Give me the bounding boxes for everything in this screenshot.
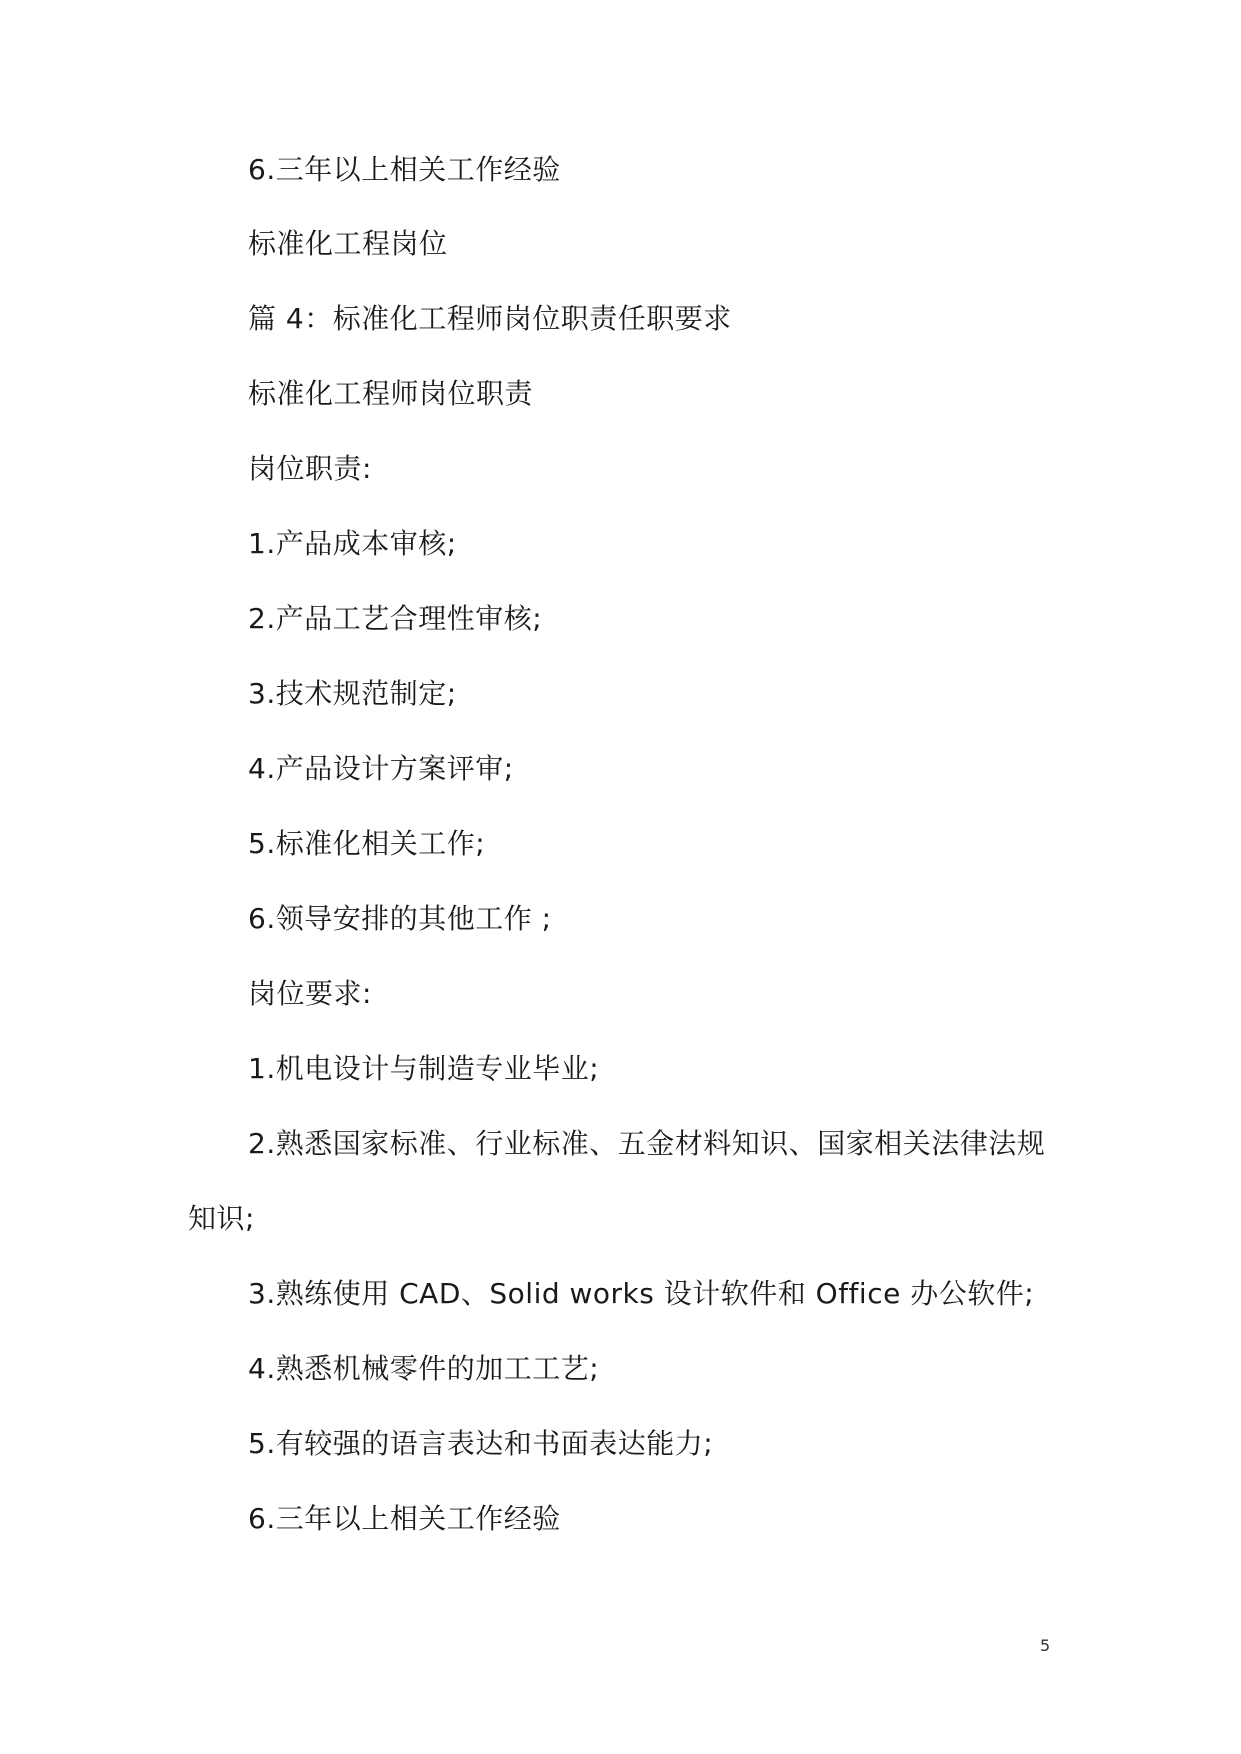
list-item: 2.产品工艺合理性审核; (248, 602, 543, 635)
list-item: 6.三年以上相关工作经验 (248, 1502, 561, 1535)
list-item: 2.熟悉国家标准、行业标准、五金材料知识、国家相关法律法规 (248, 1127, 1046, 1160)
list-item: 3.技术规范制定; (248, 677, 457, 710)
list-item: 5.标准化相关工作; (248, 827, 486, 860)
section-heading: 标准化工程师岗位职责 (248, 377, 534, 410)
list-item-continuation: 知识; (188, 1202, 255, 1235)
list-item: 1.机电设计与制造专业毕业; (248, 1052, 600, 1085)
section-heading: 标准化工程岗位 (248, 227, 448, 260)
list-item: 4.产品设计方案评审; (248, 752, 514, 785)
list-item: 4.熟悉机械零件的加工工艺; (248, 1352, 600, 1385)
subsection-heading: 岗位要求: (248, 977, 372, 1010)
list-item: 5.有较强的语言表达和书面表达能力; (248, 1427, 714, 1460)
list-item: 6.领导安排的其他工作 ; (248, 902, 552, 935)
text-line: 6.三年以上相关工作经验 (248, 153, 561, 186)
list-item: 3.熟练使用 CAD、Solid works 设计软件和 Office 办公软件; (248, 1277, 1035, 1310)
article-title: 篇 4：标准化工程师岗位职责任职要求 (248, 302, 732, 335)
page-number: 5 (1040, 1636, 1051, 1655)
list-item: 1.产品成本审核; (248, 527, 457, 560)
subsection-heading: 岗位职责: (248, 452, 372, 485)
